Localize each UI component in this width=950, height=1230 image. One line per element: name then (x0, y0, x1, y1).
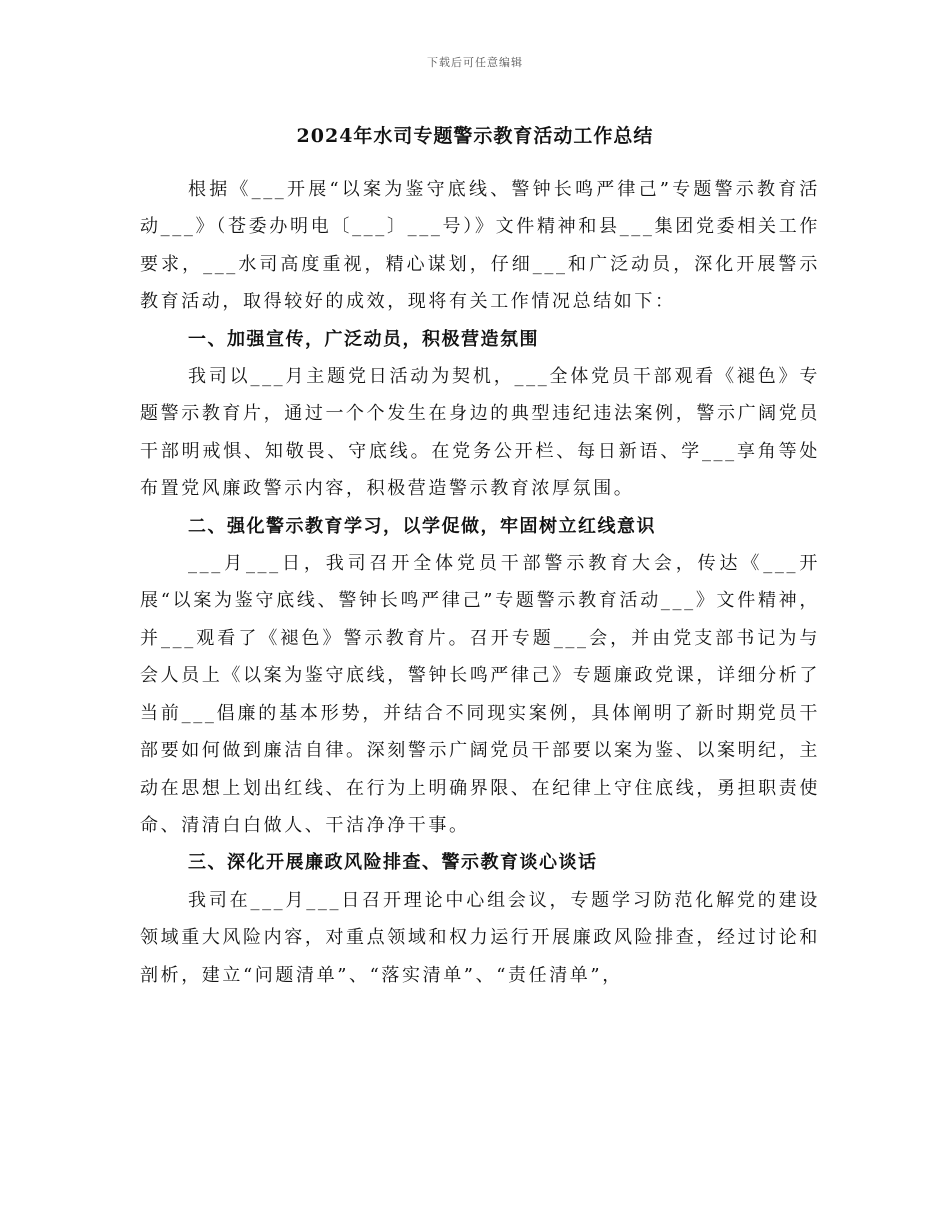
paragraph-section-3: 我司在___月___日召开理论中心组会议，专题学习防范化解党的建设领域重大风险内容，对重点领域和权力运行开展廉政风险排查，经过讨论和剖析，建立“问题清单”、“落实清单”、“责任清单”， (140, 889, 820, 986)
header-note: 下载后可任意编辑 (427, 56, 523, 69)
paragraph-section-1: 我司以___月主题党日活动为契机，___全体党员干部观看《褪色》专题警示教育片，通过一个个发生在身边的典型违纪违法案例，警示广阔党员干部明戒惧、知敬畏、守底线。在党务公开栏、每日新语、学___享角等处布置党风廉政警示内容，积极营造警示教育浓厚氛围。 (140, 366, 820, 500)
section-heading-3: 三、深化开展廉政风险排查、警示教育谈心谈话 (188, 852, 598, 874)
section-heading-2: 二、强化警示教育学习，以学促做，牢固树立红线意识 (188, 515, 656, 537)
document-title: 2024年水司专题警示教育活动工作总结 (296, 125, 654, 147)
section-heading-1: 一、加强宣传，广泛动员，积极营造氛围 (188, 328, 539, 350)
paragraph-section-2: ___月___日，我司召开全体党员干部警示教育大会，传达《___开展“以案为鉴守底线、警钟长鸣严律己”专题警示教育活动___》文件精神，并___观看了《褪色》警示教育片。召开专题___会，并由党支部书记为与会人员上《以案为鉴守底线，警钟长鸣严律己》专题廉政党课，详细分析了当前___倡廉的基本形势，并结合不同现实案例，具体阐明了新时期党员干部要如何做到廉洁自律。深刻警示广阔党员干部要以案为鉴、以案明纪，主动在思想上划出红线、在行为上明确界限、在纪律上守住底线，勇担职责使命、清清白白做人、干洁净净干事。 (140, 553, 820, 836)
paragraph-intro: 根据《___开展“以案为鉴守底线、警钟长鸣严律己”专题警示教育活动___》（苍委办明电〔___〕___号）》文件精神和县___集团党委相关工作要求，___水司高度重视，精心谋划，仔细___和广泛动员，深化开展警示教育活动，取得较好的成效，现将有关工作情况总结如下： (140, 179, 820, 313)
document-body (140, 171, 820, 994)
